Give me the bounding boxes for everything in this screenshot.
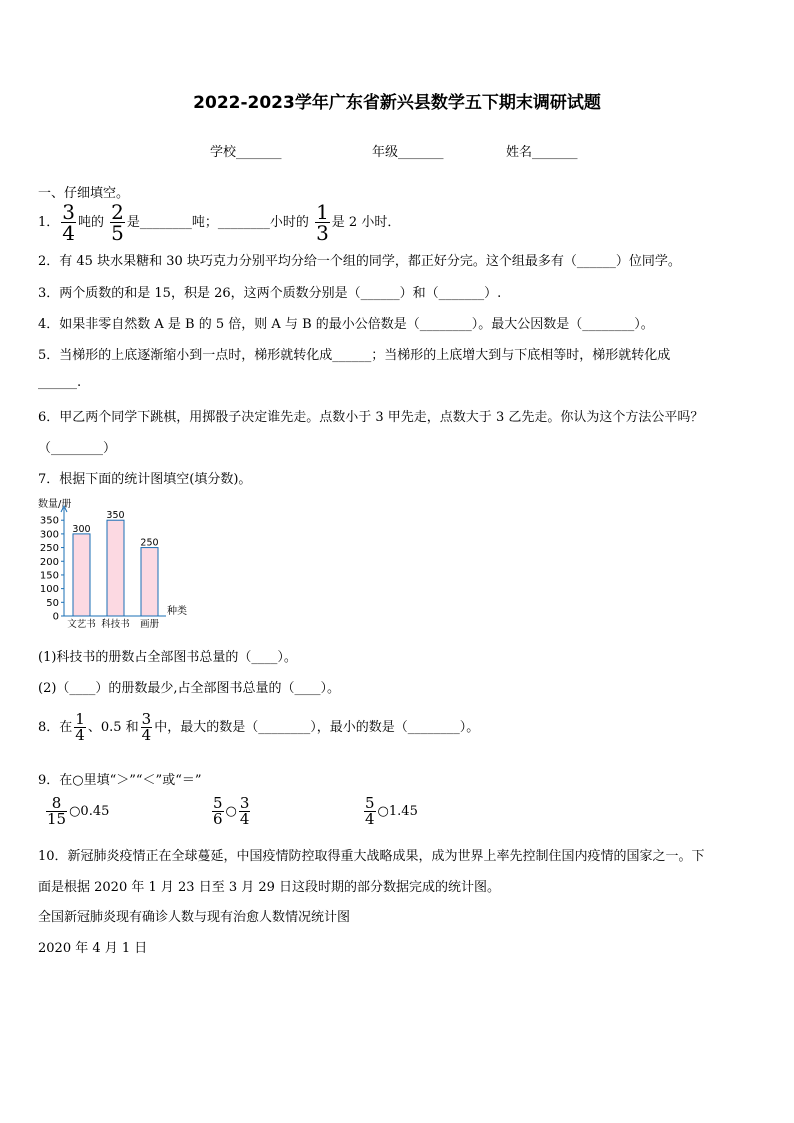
q8-fraction-1: $\frac{1}{4}$: [75, 710, 85, 744]
q1-text-3: 是 2 小时．: [331, 215, 401, 230]
y-tick-label: 150: [39, 570, 59, 582]
q1-fraction-2: $\frac{2}{5}$: [111, 200, 124, 245]
q8-text-3: 中，最大的数是（________），最小的数是（________）。: [154, 720, 480, 735]
y-tick-label: 100: [39, 584, 59, 596]
question-8: [38, 712, 479, 743]
school-field: 学校_______: [210, 145, 282, 160]
question-2: 2．有 45 块水果糖和 30 块巧克力分别平均分给一个组的同学，都正好分完。这个组最多有（______）位同学。: [38, 254, 681, 269]
question-10: 10．新冠肺炎疫情正在全球蔓延，中国疫情防控取得重大战略成果，成为世界上率先控制住国内疫情的国家之一。下: [38, 849, 705, 864]
bar: [73, 534, 90, 616]
q9b-fraction-2: $\frac{3}{4}$: [239, 794, 250, 828]
y-tick-label: 300: [39, 529, 59, 541]
y-tick-label: 50: [46, 597, 59, 609]
question-3: 3．两个质数的和是 15，积是 26，这两个质数分别是（______）和（_______）.: [38, 286, 502, 301]
category-label: 文艺书: [67, 619, 96, 630]
bar-value-label: 350: [106, 510, 125, 522]
q9c-fraction: $\frac{5}{4}$: [365, 794, 375, 828]
q8-fraction-2: $\frac{3}{4}$: [141, 710, 152, 744]
grade-field: 年级_______: [372, 145, 444, 160]
y-tick-label: 0: [52, 611, 59, 623]
question-4: 4．如果非零自然数 A 是 B 的 5 倍，则 A 与 B 的最小公倍数是（________）。最大公因数是（________）。: [38, 317, 654, 332]
chart-caption: 全国新冠肺炎现有确诊人数与现有治愈人数情况统计图: [38, 910, 351, 925]
question-9: 9．在○里填“＞”“＜”或“＝”: [38, 773, 202, 788]
q9b-fraction-1: $\frac{5}{6}$: [213, 794, 223, 828]
q8-text-1: 8．在: [38, 720, 73, 735]
bar-value-label: 250: [140, 537, 159, 549]
bar: [107, 520, 124, 616]
q9a-rest: ○0.45: [69, 804, 110, 819]
question-6-answer: （________）: [38, 441, 117, 456]
q9a-fraction: $\frac{8}{15}$: [47, 794, 67, 828]
q1-fraction-3: $\frac{1}{3}$: [316, 200, 329, 245]
q1-text-1: 吨的: [78, 215, 105, 230]
page-title: 2022-2023学年广东省新兴县数学五下期末调研试题: [193, 93, 601, 113]
question-1: [38, 202, 400, 243]
bar-value-label: 300: [72, 523, 91, 535]
category-label: 画册: [139, 619, 160, 630]
section-heading: 一、仔细填空。: [38, 186, 130, 201]
q8-text-2: 、0.5 和: [87, 720, 139, 735]
q9-item-b: [210, 796, 252, 827]
q9c-rest: ○1.45: [377, 804, 418, 819]
y-tick-label: 250: [39, 543, 59, 555]
q9-item-c: [362, 796, 418, 827]
chart-date: 2020 年 4 月 1 日: [38, 941, 148, 956]
y-tick-label: 200: [39, 556, 59, 568]
q1-fraction-1: $\frac{3}{4}$: [62, 200, 76, 245]
category-label: 科技书: [101, 619, 130, 630]
bar: [141, 548, 158, 616]
q1-text-2: 是________吨；________小时的: [126, 215, 309, 230]
q9-item-a: [44, 796, 109, 827]
question-10-continued: 面是根据 2020 年 1 月 23 日至 3 月 29 日这段时期的部分数据完成的统计图。: [38, 880, 501, 895]
q1-number: 1．: [38, 215, 60, 230]
y-tick-label: 350: [39, 515, 59, 527]
name-field: 姓名_______: [506, 145, 578, 160]
question-5-continued: ______.: [38, 375, 82, 390]
question-7: 7．根据下面的统计图填空(填分数)。: [38, 472, 252, 487]
x-axis-label: 种类: [167, 606, 187, 617]
question-7-1: (1)科技书的册数占全部图书总量的（____）。: [38, 650, 297, 665]
question-6: 6．甲乙两个同学下跳棋，用掷骰子决定谁先走。点数小于 3 甲先走，点数大于 3 乙先走。你认为这个方法公平吗？: [38, 410, 704, 425]
q9b-circle: ○: [225, 804, 237, 819]
question-5: 5．当梯形的上底逐渐缩小到一点时，梯形就转化成______；当梯形的上底增大到与下底相等时，梯形就转化成: [38, 348, 671, 363]
bar-chart: [36, 494, 206, 634]
question-7-2: (2)（____）的册数最少,占全部图书总量的（____）。: [38, 681, 341, 696]
chart-ylabel: 数量/册: [38, 499, 72, 510]
